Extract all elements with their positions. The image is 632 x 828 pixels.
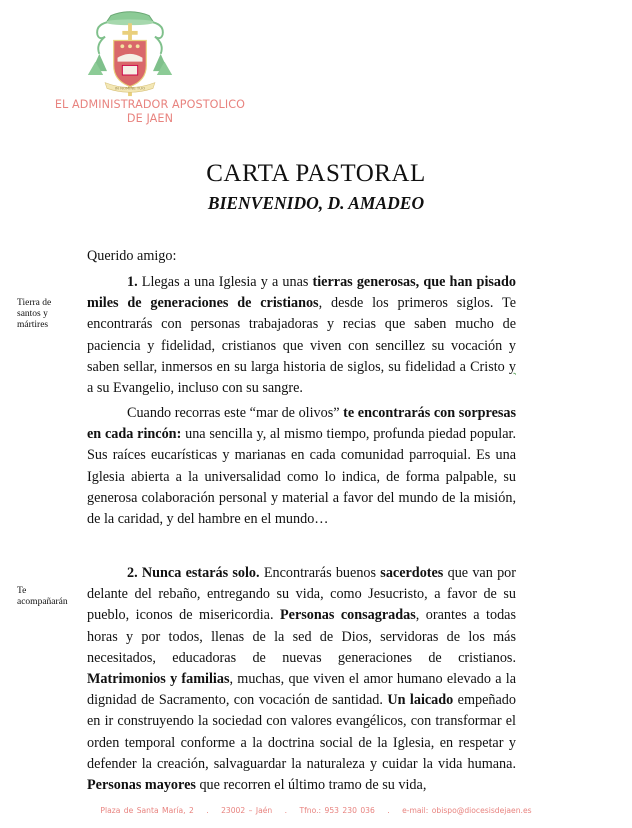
text-run: que recorren el último tramo de su vida,: [195, 777, 427, 794]
text-run: Llegas a una Iglesia y a unas: [141, 274, 313, 290]
salutation: Querido amigo:: [87, 248, 177, 264]
footer-address: Plaza de Santa María, 2: [100, 806, 194, 815]
bold-text-run: Matrimonios y familias: [87, 671, 230, 688]
footer-phone: Tfno.: 953 230 036: [299, 806, 375, 815]
footer-separator: .: [206, 806, 209, 815]
paragraph-1: [87, 272, 516, 399]
footer-postal: 23002 – Jaén: [221, 806, 273, 815]
paragraph-3: [87, 563, 516, 796]
issuer-line-2: DE JAEN: [126, 112, 174, 125]
footer-separator: .: [387, 806, 390, 815]
text-run: , desde los primeros siglos. Te encontrarás con personas trabajadoras y recias que saben mucho de paciencia y fidelidad, cristianos que viven con sencillez su vocación y saben sellar, inmersos en su larga historia de siglos, su fidelidad a Cristo: [87, 295, 517, 375]
issuer-line-1: EL ADMINISTRADOR APOSTOLICO: [54, 98, 246, 111]
document-subtitle: BIENVENIDO, D. AMADEO: [207, 193, 425, 213]
text-run: , muchas, que viven el amor humano elevado a la dignidad de Sacramento, con vocación de santidad.: [87, 671, 516, 709]
margin-note-2: Te acompañarán: [17, 586, 68, 607]
bold-text-run: te encontrarás con sorpresas en cada rincón:: [87, 405, 517, 443]
text-run: Cuando recorras este “mar de olivos”: [127, 405, 344, 421]
paragraph-2: [87, 403, 516, 530]
text-run: que van por delante del rebaño, entregando su vida, como Jesucristo, a favor de su pueblo, iconos de misericordia.: [87, 565, 516, 624]
crest-motto: IN NOMINE TUO: [114, 85, 146, 91]
bold-text-run: sacerdotes: [380, 565, 444, 581]
margin-note-1: Tierra de santos y mártires: [17, 298, 52, 330]
bold-text-run: Personas consagradas: [280, 607, 416, 624]
letterhead-footer: [0, 806, 632, 815]
bold-text-run: Personas mayores: [87, 777, 196, 794]
text-run: y: [508, 358, 516, 375]
footer-email[interactable]: e-mail: obispo@diocesisdejaen.es: [402, 806, 532, 815]
bold-text-run: 2. Nunca estarás solo.: [127, 565, 260, 581]
bold-text-run: Un laicado: [387, 692, 454, 709]
coat-of-arms-icon: [82, 6, 178, 98]
issuer-heading: [40, 98, 260, 126]
text-run: , orantes a todas horas y por todos, llenas de la sed de Dios, servidoras de los más necesitados, educadoras de nuevas generaciones de cristianos.: [87, 607, 516, 666]
document-title: CARTA PASTORAL: [206, 160, 426, 187]
paragraph-3-text: [87, 563, 516, 796]
paragraph-2-text: [87, 403, 516, 530]
paragraph-1-text: [87, 272, 516, 399]
bold-text-run: 1.: [127, 274, 142, 290]
text-run: empeñado en ir construyendo la sociedad con valores evangélicos, con transformar el orden temporal conforme a la doctrina social de la Iglesia, en respetar y defender la creación, salvaguardar la naturaleza y cuidar la vida humana.: [87, 692, 516, 772]
text-run: Encontrarás buenos: [259, 565, 381, 581]
text-run: a su Evangelio, incluso con su sangre.: [87, 380, 303, 397]
footer-separator: .: [284, 806, 288, 815]
bold-text-run: tierras generosas, que han pisado miles de generaciones de cristianos: [87, 274, 516, 312]
text-run: una sencilla y, al mismo tiempo, profunda piedad popular. Sus raíces eucarísticas y marianas en cada comunidad parroquial. Es una Iglesia abierta a la universalidad como lo indica, de forma palpable, su generosa colaboración personal y material a favor del mundo de la misión, de la caridad, y del hambre en el mundo…: [87, 426, 516, 528]
